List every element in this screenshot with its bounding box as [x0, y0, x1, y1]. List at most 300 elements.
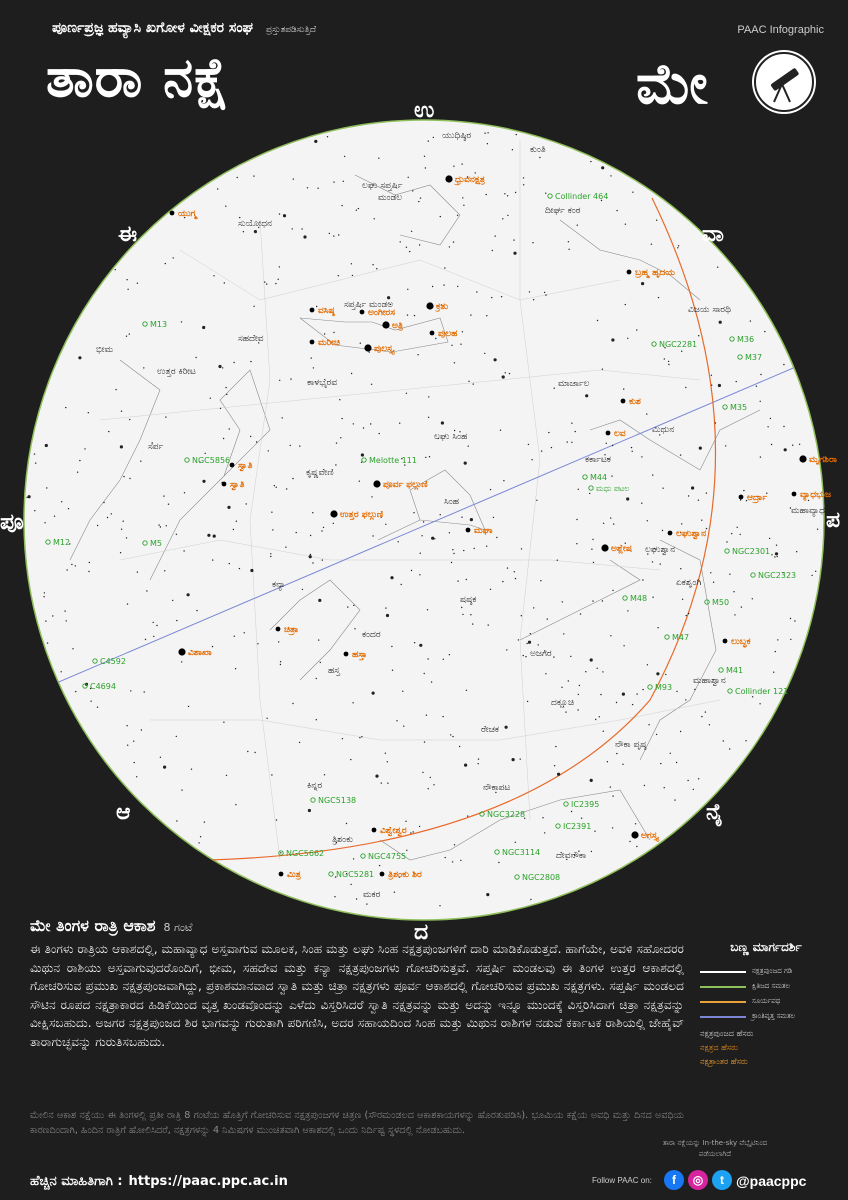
- bright-star: [627, 270, 632, 275]
- star-dot: [601, 166, 604, 169]
- deep-sky-label: NGC2323: [758, 571, 797, 580]
- star-dot: [466, 690, 467, 691]
- facebook-icon[interactable]: f: [664, 1170, 684, 1190]
- star-dot: [752, 696, 753, 697]
- star-dot: [523, 177, 524, 178]
- star-dot: [670, 753, 671, 754]
- star-dot: [313, 367, 314, 368]
- star-dot: [303, 235, 306, 238]
- constellation-label: ಕರ್ಕಾಟಕ: [585, 455, 611, 465]
- star-dot: [329, 233, 330, 234]
- star-dot: [603, 731, 604, 732]
- star-label: ಕುಶ: [629, 397, 641, 407]
- star-dot: [163, 766, 166, 769]
- deep-sky-label: IC2391: [563, 822, 592, 831]
- star-dot: [424, 673, 425, 674]
- star-dot: [731, 533, 732, 534]
- constellation-label: ನೌಕಾಪಟ: [483, 783, 511, 793]
- constellation-label: ಸರ್ಪ: [148, 442, 164, 452]
- star-dot: [225, 387, 226, 388]
- bright-star: [723, 639, 728, 644]
- star-dot: [322, 559, 323, 560]
- constellation-label: ಮಹಾಶ್ವಾನ: [693, 676, 726, 686]
- star-dot: [553, 656, 554, 657]
- star-dot: [451, 562, 452, 563]
- bright-star: [372, 828, 377, 833]
- star-dot: [811, 575, 812, 576]
- star-dot: [641, 503, 642, 504]
- star-dot: [607, 761, 608, 762]
- star-dot: [43, 596, 44, 597]
- star-dot: [423, 521, 424, 522]
- star-dot: [247, 751, 248, 752]
- section-time: 8 ಗಂಟೆ: [163, 921, 193, 934]
- deep-sky-label: M12: [53, 538, 71, 547]
- star-label: ಧ್ರುವನಕ್ಷತ್ರ: [455, 175, 485, 185]
- star-dot: [664, 787, 665, 788]
- star-dot: [153, 622, 154, 623]
- star-dot: [662, 530, 663, 531]
- star-dot: [533, 607, 534, 608]
- star-dot: [89, 562, 90, 563]
- star-dot: [657, 627, 658, 628]
- star-dot: [462, 331, 463, 332]
- star-dot: [578, 489, 579, 490]
- star-label: ಚಿತ್ರಾ: [284, 625, 299, 635]
- star-dot: [539, 157, 540, 158]
- star-label: ಮಘಾ: [474, 526, 493, 536]
- star-dot: [195, 357, 196, 358]
- star-dot: [334, 896, 335, 897]
- star-dot: [597, 668, 598, 669]
- star-label: ಲುಬ್ಧಕ: [731, 637, 751, 647]
- star-dot: [398, 541, 399, 542]
- star-dot: [200, 836, 201, 837]
- star-dot: [642, 689, 643, 690]
- constellation-label: ಕಿನ್ನರ: [307, 781, 323, 791]
- star-dot: [156, 625, 157, 626]
- deep-sky-label: NGC5856: [192, 456, 231, 465]
- star-dot: [392, 670, 393, 671]
- star-dot: [366, 903, 367, 904]
- star-dot: [775, 651, 776, 652]
- star-dot: [461, 517, 462, 518]
- star-dot: [644, 785, 645, 786]
- paac-logo: [752, 50, 816, 114]
- star-dot: [532, 242, 533, 243]
- star-dot: [146, 590, 147, 591]
- star-dot: [464, 764, 467, 767]
- star-dot: [310, 554, 311, 555]
- star-dot: [487, 132, 488, 133]
- star-dot: [321, 530, 322, 531]
- star-dot: [547, 618, 548, 619]
- star-dot: [266, 283, 267, 284]
- star-dot: [740, 534, 741, 535]
- bright-star: [445, 175, 452, 182]
- star-dot: [622, 693, 625, 696]
- star-dot: [627, 338, 628, 339]
- star-dot: [527, 701, 528, 702]
- star-dot: [77, 472, 78, 473]
- star-dot: [523, 184, 524, 185]
- legend-label: ಕ್ಷಿತಿಜದ ಸಮತಲ: [752, 982, 791, 990]
- star-dot: [594, 831, 595, 832]
- star-dot: [577, 709, 578, 710]
- star-dot: [743, 490, 744, 491]
- star-dot: [346, 823, 347, 824]
- star-dot: [176, 820, 177, 821]
- star-dot: [688, 613, 689, 614]
- star-dot: [502, 218, 503, 219]
- star-dot: [46, 487, 47, 488]
- star-dot: [664, 358, 665, 359]
- star-dot: [631, 447, 632, 448]
- twitter-icon[interactable]: t: [712, 1170, 732, 1190]
- star-label: ಪುಲಸ್ತ್ಯ: [374, 344, 394, 354]
- star-dot: [316, 678, 317, 679]
- star-dot: [581, 818, 582, 819]
- star-dot: [520, 758, 521, 759]
- star-dot: [557, 773, 560, 776]
- star-dot: [402, 691, 403, 692]
- star-dot: [396, 720, 397, 721]
- bright-star: [178, 648, 185, 655]
- website-link[interactable]: https://paac.ppc.ac.in: [128, 1174, 288, 1189]
- star-dot: [375, 775, 378, 778]
- constellation-label: ಸಹದೇವ: [238, 334, 264, 344]
- star-dot: [359, 481, 360, 482]
- star-dot: [140, 461, 141, 462]
- star-dot: [202, 480, 205, 483]
- star-dot: [562, 601, 563, 602]
- star-dot: [341, 418, 342, 419]
- star-dot: [403, 726, 404, 727]
- bright-star: [360, 310, 365, 315]
- star-dot: [694, 689, 695, 690]
- star-dot: [548, 432, 549, 433]
- star-dot: [600, 694, 601, 695]
- deep-sky-label: M93: [655, 683, 673, 692]
- star-dot: [428, 417, 429, 418]
- star-dot: [121, 411, 122, 412]
- star-dot: [591, 851, 592, 852]
- direction-northwest: ವಾ: [702, 222, 724, 247]
- star-dot: [428, 396, 429, 397]
- legend-title: ಬಣ್ಣ ಮಾರ್ಗದರ್ಶಿ: [730, 940, 802, 954]
- star-dot: [632, 704, 633, 705]
- star-label: ಸ್ವಾತಿ: [238, 461, 253, 471]
- star-label: ವಿಶ್ವೇಶ್ವರ: [380, 826, 407, 836]
- star-dot: [504, 193, 505, 194]
- star-dot: [406, 393, 407, 394]
- instagram-icon[interactable]: ◎: [688, 1170, 708, 1190]
- constellation-label: ಹಸ್ತ: [328, 666, 340, 676]
- star-dot: [253, 306, 254, 307]
- deep-sky-label: M35: [730, 403, 748, 412]
- star-dot: [126, 336, 127, 337]
- star-dot: [506, 649, 507, 650]
- star-dot: [310, 535, 311, 536]
- star-dot: [495, 235, 496, 236]
- star-dot: [576, 543, 577, 544]
- star-dot: [75, 565, 76, 566]
- star-dot: [317, 188, 318, 189]
- star-dot: [725, 445, 726, 446]
- star-dot: [492, 250, 493, 251]
- star-dot: [176, 620, 177, 621]
- legend-swatch: [700, 1016, 746, 1018]
- star-dot: [486, 893, 489, 896]
- direction-east: ಪೂ: [0, 510, 24, 535]
- star-dot: [551, 447, 552, 448]
- star-dot: [717, 267, 718, 268]
- star-dot: [429, 456, 430, 457]
- star-dot: [677, 247, 678, 248]
- star-dot: [652, 561, 653, 562]
- star-dot: [158, 524, 159, 525]
- star-label: ಮೃಗಶಿರಾ: [809, 455, 837, 465]
- star-dot: [181, 321, 182, 322]
- star-dot: [212, 559, 213, 560]
- star-dot: [327, 136, 328, 137]
- star-dot: [603, 523, 604, 524]
- star-dot: [647, 664, 648, 665]
- star-dot: [790, 618, 791, 619]
- star-dot: [627, 610, 628, 611]
- star-label: ತ್ರಿಶಂಕು ಶಿರ: [388, 870, 422, 880]
- star-dot: [776, 545, 777, 546]
- star-dot: [320, 662, 321, 663]
- star-dot: [244, 632, 245, 633]
- star-dot: [280, 852, 281, 853]
- star-dot: [406, 850, 407, 851]
- star-dot: [352, 275, 353, 276]
- star-dot: [710, 572, 711, 573]
- star-dot: [470, 314, 471, 315]
- star-dot: [318, 639, 319, 640]
- star-dot: [65, 407, 66, 408]
- deep-sky-label: M37: [745, 353, 763, 362]
- legend-item: [700, 967, 832, 976]
- star-dot: [680, 568, 681, 569]
- star-dot: [428, 788, 429, 789]
- star-dot: [602, 600, 603, 601]
- star-dot: [213, 275, 214, 276]
- star-dot: [414, 315, 415, 316]
- star-dot: [426, 715, 427, 716]
- star-dot: [90, 701, 91, 702]
- star-dot: [646, 413, 647, 414]
- star-dot: [563, 633, 564, 634]
- star-dot: [452, 549, 453, 550]
- star-dot: [652, 597, 653, 598]
- star-dot: [460, 860, 461, 861]
- star-dot: [235, 668, 236, 669]
- star-label: ಲಘುಶ್ವಾನ: [676, 529, 707, 539]
- star-dot: [687, 780, 688, 781]
- star-dot: [108, 431, 109, 432]
- star-dot: [701, 716, 702, 717]
- star-dot: [236, 521, 237, 522]
- star-dot: [153, 636, 154, 637]
- star-dot: [71, 564, 72, 565]
- star-label: ಪೂರ್ವ ಫಲ್ಗುಣಿ: [383, 480, 428, 490]
- star-dot: [35, 462, 36, 463]
- star-dot: [226, 775, 227, 776]
- deep-sky-label: M50: [712, 598, 730, 607]
- star-label: ಅತ್ರಿ: [392, 321, 404, 331]
- legend-label: ಕ್ರಾಂತಿವೃತ್ತ ಸಮತಲ: [752, 1012, 796, 1020]
- star-dot: [460, 344, 461, 345]
- star-dot: [250, 436, 251, 437]
- star-dot: [418, 201, 419, 202]
- star-dot: [518, 639, 519, 640]
- star-dot: [681, 351, 682, 352]
- star-dot: [275, 283, 276, 284]
- star-dot: [172, 600, 173, 601]
- star-dot: [612, 590, 613, 591]
- star-dot: [544, 832, 545, 833]
- star-dot: [111, 513, 112, 514]
- deep-sky-label: M5: [150, 539, 162, 548]
- month-label: ಮೇ: [636, 52, 708, 117]
- star-dot: [736, 381, 737, 382]
- star-dot: [181, 661, 182, 662]
- bright-star: [230, 463, 235, 468]
- star-dot: [165, 416, 166, 417]
- star-dot: [698, 778, 699, 779]
- star-dot: [160, 757, 161, 758]
- star-dot: [656, 672, 659, 675]
- star-dot: [278, 279, 279, 280]
- star-dot: [272, 529, 273, 530]
- star-dot: [606, 443, 607, 444]
- constellation-label: ಕನ್ಯಾ: [272, 580, 286, 590]
- star-dot: [385, 607, 386, 608]
- star-dot: [570, 656, 571, 657]
- star-dot: [507, 215, 508, 216]
- star-dot: [616, 210, 617, 211]
- star-dot: [333, 181, 334, 182]
- star-dot: [372, 535, 373, 536]
- star-dot: [428, 140, 429, 141]
- star-dot: [486, 194, 487, 195]
- star-dot: [129, 478, 130, 479]
- telescope-icon: [752, 50, 816, 114]
- star-dot: [250, 361, 251, 362]
- bright-star: [310, 308, 315, 313]
- star-dot: [490, 589, 491, 590]
- star-dot: [451, 345, 452, 346]
- star-dot: [246, 503, 247, 504]
- constellation-label: ಲಘು ಸಿಂಹ: [434, 432, 468, 442]
- star-dot: [213, 535, 216, 538]
- star-dot: [470, 614, 471, 615]
- star-dot: [528, 641, 531, 644]
- star-dot: [490, 489, 491, 490]
- star-dot: [44, 592, 45, 593]
- star-dot: [711, 385, 712, 386]
- star-dot: [660, 563, 661, 564]
- star-dot: [629, 841, 630, 842]
- star-dot: [540, 580, 541, 581]
- star-dot: [121, 529, 122, 530]
- star-dot: [783, 426, 784, 427]
- star-dot: [127, 745, 128, 746]
- star-dot: [454, 362, 455, 363]
- star-dot: [513, 239, 514, 240]
- legend-constellation-name: ನಕ್ಷತ್ರಪುಂಜದ ಹೆಸರು: [700, 1029, 754, 1038]
- star-dot: [610, 175, 611, 176]
- star-dot: [602, 671, 603, 672]
- legend-item: [700, 1012, 832, 1021]
- deep-sky-label: NGC5281: [336, 870, 375, 879]
- star-dot: [127, 289, 128, 290]
- star-dot: [530, 633, 531, 634]
- star-dot: [737, 527, 738, 528]
- star-dot: [454, 844, 455, 845]
- legend-items: [700, 967, 832, 1021]
- constellation-label: ಮಕರ: [363, 890, 381, 900]
- star-dot: [363, 427, 364, 428]
- star-dot: [478, 763, 479, 764]
- star-dot: [164, 570, 165, 571]
- social-handle: @paacppc: [736, 1173, 807, 1189]
- star-dot: [554, 765, 555, 766]
- star-dot: [468, 446, 469, 447]
- star-dot: [698, 500, 699, 501]
- star-dot: [718, 384, 721, 387]
- star-dot: [612, 795, 613, 796]
- star-dot: [299, 742, 300, 743]
- description-text: ಈ ತಿಂಗಳು ರಾತ್ರಿಯ ಆಕಾಶದಲ್ಲಿ, ಮಹಾವ್ಯಾಧ ಅಸ್ತವಾಗುವ ಮೂಲಕ, ಸಿಂಹ ಮತ್ತು ಲಘು ಸಿಂಹ ನಕ್ಷತ್ರಪುಂಜಗಳಿಗೆ ದಾರಿ ಮಾಡಿಕೊಡುತ್ತದೆ. ಹಾಗೆಯೇ, ಅವಳಿ ಸಹೋದರರ ಮಿಥುನ ರಾಶಿಯು ಅಸ್ತವಾಗುವುದರೊಂದಿಗೆ, ಭೀಮ, ಸಹದೇವ ಮತ್ತು ಕನ್ಯಾ ನಕ್ಷತ್ರಪುಂಜಗಳು ಗೋಚರಿಸುತ್ತವೆ. ಸಪ್ತರ್ಷಿ ಮಂಡಲವು ಈ ತಿಂಗಳ ಉತ್ತರ ಆಕಾಶದಲ್ಲಿ ಗೋಚರಿಸುವ ಪ್ರಮುಖ ನಕ್ಷತ್ರಪುಂಜವಾಗಿದ್ದು, ಪ್ರಕಾಶಮಾನವಾದ ಸ್ವಾತಿ ಮತ್ತು ಚಿತ್ರಾ ನಕ್ಷತ್ರಗಳು ಪೂರ್ವ ಆಕಾಶದಲ್ಲಿ ಗೋಚರಿಸುವ ಪ್ರಮುಖ ನಕ್ಷತ್ರಗಳು. ಸಪ್ತರ್ಷಿ ಮಂಡಲದ ಸೌಟಿನ ರೂಪದ ನಕ್ಷತ್ರಾಕಾರದ ಹಿಡಿಕೆಯಿಂದ ವೃತ್ತ ಖಂಡವೊಂದನ್ನು ಎಳೆದು ವಿಸ್ತರಿಸಿದರೆ ಸ್ವಾತಿ ನಕ್ಷತ್ರವನ್ನು ಮತ್ತು ಅದನ್ನು ಇನ್ನೂ ಮುಂದಕ್ಕೆ ವಿಸ್ತರಿಸಿದಾಗ ಚಿತ್ರಾ ನಕ್ಷತ್ರವನ್ನು ವೀಕ್ಷಿಸಬಹುದು. ಅಜಗರ ನಕ್ಷತ್ರಪುಂಜದ ಶಿರ ಭಾಗವನ್ನು ಗುರುತಾಗಿ ಪರಿಗಣಿಸಿ, ಅದರ ಸಹಾಯದಿಂದ ಸಿಂಹ ಮತ್ತು ಮಿಥುನ ರಾಶಿಗಳ ನಡುವೆ ಕರ್ಕಾಟಕ ರಾಶಿಯಲ್ಲಿ ಜೇಹೈವ್ ತಾರಾಗುಚ್ಛವನ್ನು ಗುರುತಿಸಬಹುದು.: [30, 942, 684, 1049]
- star-dot: [115, 269, 116, 270]
- star-dot: [652, 474, 653, 475]
- constellation-label: ಮಾರ್ಜಾಲ: [558, 379, 590, 389]
- star-dot: [371, 496, 372, 497]
- star-dot: [97, 707, 98, 708]
- star-dot: [774, 556, 775, 557]
- deep-sky-label: C4592: [100, 657, 126, 666]
- star-dot: [78, 356, 81, 359]
- legend-label: ಸೂರ್ಯಪಥ: [752, 997, 781, 1005]
- star-dot: [542, 817, 543, 818]
- star-dot: [777, 639, 778, 640]
- star-dot: [421, 535, 422, 536]
- star-dot: [592, 539, 593, 540]
- star-dot: [47, 642, 48, 643]
- star-dot: [656, 220, 657, 221]
- star-dot: [385, 753, 386, 754]
- star-dot: [784, 448, 787, 451]
- star-dot: [726, 541, 727, 542]
- constellation-label: ನೌಕಾ ಪೃಷ್ಠ: [615, 740, 647, 750]
- star-dot: [205, 453, 206, 454]
- star-dot: [183, 550, 184, 551]
- star-dot: [467, 815, 468, 816]
- star-dot: [292, 228, 293, 229]
- star-dot: [567, 441, 568, 442]
- star-dot: [181, 789, 182, 790]
- star-dot: [511, 758, 514, 761]
- star-dot: [405, 821, 406, 822]
- star-dot: [622, 764, 623, 765]
- star-dot: [745, 740, 746, 741]
- star-dot: [501, 296, 502, 297]
- star-dot: [794, 620, 795, 621]
- deep-sky-label: IC2395: [571, 800, 600, 809]
